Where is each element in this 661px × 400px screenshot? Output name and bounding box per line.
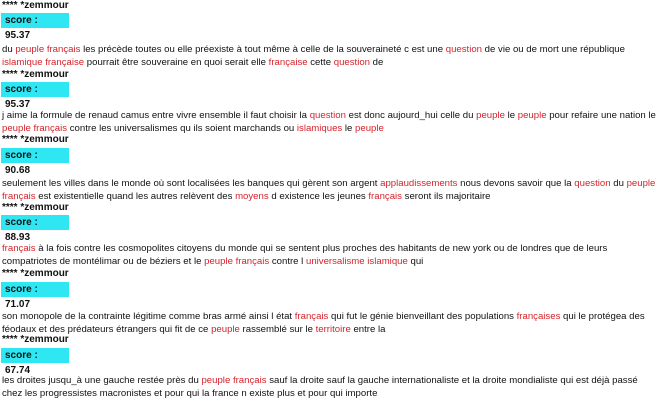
- text-segment: sauf la droite sauf la gauche internationaliste et la droite mondialiste qui est déjà passé chez les progressistes macronistes et pour qui la france n existe plus et pour qui importe: [2, 375, 638, 399]
- keyword-highlight: moyens: [235, 191, 269, 202]
- text-segment: cette: [307, 57, 334, 68]
- keyword-highlight: peuple: [211, 324, 240, 335]
- result-text: [2, 310, 658, 336]
- text-segment: entre la: [350, 324, 386, 335]
- result-text: [2, 242, 658, 268]
- result-text: [2, 177, 658, 203]
- text-segment: du: [2, 44, 16, 55]
- score-badge: score : 90.68: [1, 148, 69, 163]
- keyword-highlight: peuple: [355, 123, 384, 134]
- score-badge: score : 71.07: [1, 282, 69, 297]
- keyword-highlight: peuple français: [204, 256, 270, 267]
- text-segment: du: [610, 178, 627, 189]
- keyword-highlight: peuple français: [15, 44, 81, 55]
- keyword-highlight: islamique française: [2, 57, 85, 68]
- text-segment: contre les universalismes qu ils soient marchands ou: [67, 123, 297, 134]
- text-segment: qui: [407, 256, 424, 267]
- keyword-highlight: peuple français: [2, 178, 656, 202]
- text-segment: qui fut le génie bienveillant des populations: [328, 311, 517, 322]
- result-header: **** *zemmour: [2, 0, 69, 11]
- keyword-highlight: françaises: [516, 311, 561, 322]
- keyword-highlight: française: [268, 57, 308, 68]
- result-header: **** *zemmour: [2, 268, 69, 279]
- keyword-highlight: français: [294, 311, 329, 322]
- keyword-highlight: peuple: [476, 110, 505, 121]
- text-segment: qui le protégea des féodaux et des prédateurs étrangers qui fit de ce: [2, 311, 645, 335]
- text-segment: est donc aujourd_hui celle du: [345, 110, 477, 121]
- keyword-highlight: universalisme islamique: [305, 256, 408, 267]
- text-segment: d existence les jeunes: [268, 191, 369, 202]
- keyword-highlight: peuple français: [2, 123, 68, 134]
- score-badge: score : 67.74: [1, 348, 69, 363]
- keyword-highlight: question: [333, 57, 371, 68]
- text-segment: nous devons savoir que la: [457, 178, 575, 189]
- text-segment: les précède toutes ou elle préexiste à tout même à celle de la souveraineté c est une: [80, 44, 446, 55]
- score-badge: score : 95.37: [1, 13, 69, 28]
- score-badge: score : 88.93: [1, 215, 69, 230]
- keyword-highlight: applaudissements: [380, 178, 458, 189]
- text-segment: de vie ou de mort une république: [482, 44, 625, 55]
- result-header: **** *zemmour: [2, 334, 69, 345]
- result-header: **** *zemmour: [2, 134, 69, 145]
- keyword-highlight: question: [445, 44, 483, 55]
- keyword-highlight: territoire: [315, 324, 351, 335]
- keyword-highlight: français: [2, 243, 36, 254]
- text-segment: j aime la formule de renaud camus entre vivre ensemble il faut choisir la: [2, 110, 310, 121]
- text-segment: le: [504, 110, 518, 121]
- text-segment: de: [370, 57, 384, 68]
- text-segment: rassemblé sur le: [239, 324, 316, 335]
- text-segment: les droites jusqu_à une gauche restée près du: [2, 375, 202, 386]
- result-text: [2, 109, 658, 135]
- result-header: **** *zemmour: [2, 69, 69, 80]
- score-badge: score : 95.37: [1, 82, 69, 97]
- keyword-highlight: islamiques: [296, 123, 343, 134]
- result-text: [2, 374, 658, 400]
- text-segment: est existentielle quand les autres relèvent des: [35, 191, 236, 202]
- text-segment: son monopole de la contrainte légitime comme bras armé ainsi l état: [2, 311, 295, 322]
- text-segment: pourrait être souveraine en quoi serait elle: [84, 57, 269, 68]
- text-segment: à la fois contre les cosmopolites citoyens du monde qui se sentent plus proches des habitants de new york ou de londres que de leurs compatriotes de montélimar ou de béziers et le: [2, 243, 608, 267]
- text-segment: seront ils majoritaire: [401, 191, 491, 202]
- text-segment: le: [342, 123, 356, 134]
- keyword-highlight: question: [574, 178, 611, 189]
- text-segment: seulement les villes dans le monde où sont localisées les banques qui gèrent son argent: [2, 178, 381, 189]
- keyword-highlight: question: [309, 110, 346, 121]
- keyword-highlight: peuple: [517, 110, 547, 121]
- result-header: **** *zemmour: [2, 202, 69, 213]
- text-segment: contre l: [269, 256, 306, 267]
- result-text: [2, 43, 658, 69]
- keyword-highlight: français: [368, 191, 402, 202]
- text-segment: pour refaire une nation le: [546, 110, 656, 121]
- keyword-highlight: peuple français: [201, 375, 267, 386]
